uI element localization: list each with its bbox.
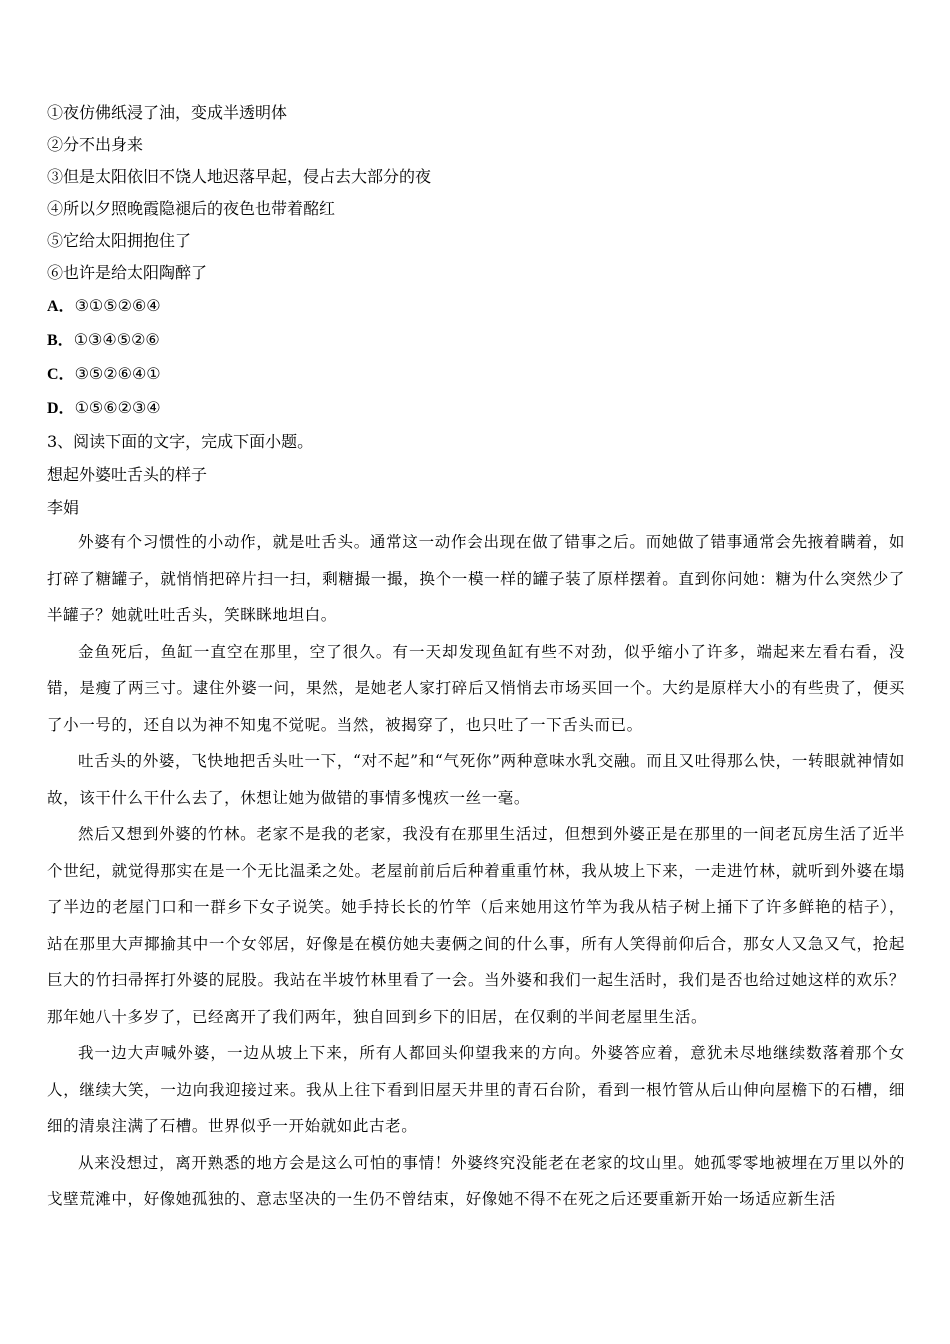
sentence-item-4: ④所以夕照晚霞隐褪后的夜色也带着酩红 [47, 199, 336, 218]
article-title: 想起外婆吐舌头的样子 [47, 465, 208, 484]
sentence-item-6: ⑥也许是给太阳陶醉了 [47, 263, 208, 282]
body-paragraph-truncated: 从来没想过，离开熟悉的地方会是这么可怕的事情！外婆终究没能老在老家的坟山里。她孤零零地被埋在万里以外的戈壁荒滩中，好像她孤独的、意志坚决的一生仍不曾结束，好像她不得不在死之后还要重新开始一场适应新生活 [47, 1153, 905, 1208]
answer-option-d [47, 391, 905, 425]
body-paragraph: 外婆有个习惯性的小动作，就是吐舌头。通常这一动作会出现在做了错事之后。而她做了错事通常会先掖着瞒着，如打碎了糖罐子，就悄悄把碎片扫一扫，剩糖撮一撮，换个一模一样的罐子装了原样摆着。直到你问她：糖为什么突然少了半罐子？她就吐吐舌头，笑眯眯地坦白。 [47, 533, 905, 624]
option-value: ③①⑤②⑥④ [74, 296, 161, 315]
article-author: 李娟 [47, 498, 80, 517]
question-prompt: 3、阅读下面的文字，完成下面小题。 [47, 432, 314, 451]
option-key: B． [47, 332, 74, 349]
option-value: ①③④⑤②⑥ [73, 330, 160, 349]
answer-option-c [47, 357, 905, 391]
option-key: A． [47, 298, 75, 315]
answer-option-a [47, 289, 905, 323]
body-paragraph: 金鱼死后，鱼缸一直空在那里，空了很久。有一天却发现鱼缸有些不对劲，似乎缩小了许多，端起来左看右看，没错，是瘦了两三寸。逮住外婆一问，果然，是她老人家打碎后又悄悄去市场买回一个。大约是原样大小的有些贵了，便买了小一号的，还自以为神不知鬼不觉呢。当然，被揭穿了，也只吐了一下舌头而已。 [47, 642, 905, 734]
body-paragraph: 然后又想到外婆的竹林。老家不是我的老家，我没有在那里生活过，但想到外婆正是在那里的一间老瓦房生活了近半个世纪，就觉得那实在是一个无比温柔之处。老屋前前后后种着重重竹林，我从坡上下来，一走进竹林，就听到外婆在塌了半边的老屋门口和一群乡下女子说笑。她手持长长的竹竿（后来她用这竹竿为我从桔子树上捅下了许多鲜艳的桔子），站在那里大声揶揄其中一个女邻居，好像是在模仿她夫妻俩之间的什么事，所有人笑得前仰后合，那女人又急又气，抢起巨大的竹扫帚挥打外婆的屁股。我站在半坡竹林里看了一会。当外婆和我们一起生活时，我们是否也给过她这样的欢乐？那年她八十多岁了，已经离开了我们两年，独自回到乡下的旧居，在仅剩的半间老屋里生活。 [47, 825, 905, 1026]
option-key: C． [47, 366, 75, 383]
option-value: ①⑤⑥②③④ [74, 398, 161, 417]
answer-option-b [47, 323, 905, 357]
body-paragraph: 我一边大声喊外婆，一边从坡上下来，所有人都回头仰望我来的方向。外婆答应着，意犹未尽地继续数落着那个女人，继续大笑，一边向我迎接过来。我从上往下看到旧屋天井里的青石台阶，看到一根竹管从后山伸向屋檐下的石槽，细细的清泉注满了石槽。世界似乎一开始就如此古老。 [47, 1044, 905, 1135]
body-paragraph: 吐舌头的外婆，飞快地把舌头吐一下，“对不起”和“气死你”两种意味水乳交融。而且又吐得那么快，一转眼就神情如故，该干什么干什么去了，休想让她为做错的事情多愧疚一丝一毫。 [47, 752, 905, 807]
option-key: D． [47, 400, 75, 417]
sentence-item-3: ③但是太阳依旧不饶人地迟落早起，侵占去大部分的夜 [47, 167, 432, 186]
document-page [47, 97, 905, 1218]
sentence-item-5: ⑤它给太阳拥抱住了 [47, 231, 192, 250]
sentence-item-1: ①夜仿佛纸浸了油，变成半透明体 [47, 103, 288, 122]
sentence-item-2: ②分不出身来 [47, 135, 144, 154]
option-value: ③⑤②⑥④① [74, 364, 161, 383]
